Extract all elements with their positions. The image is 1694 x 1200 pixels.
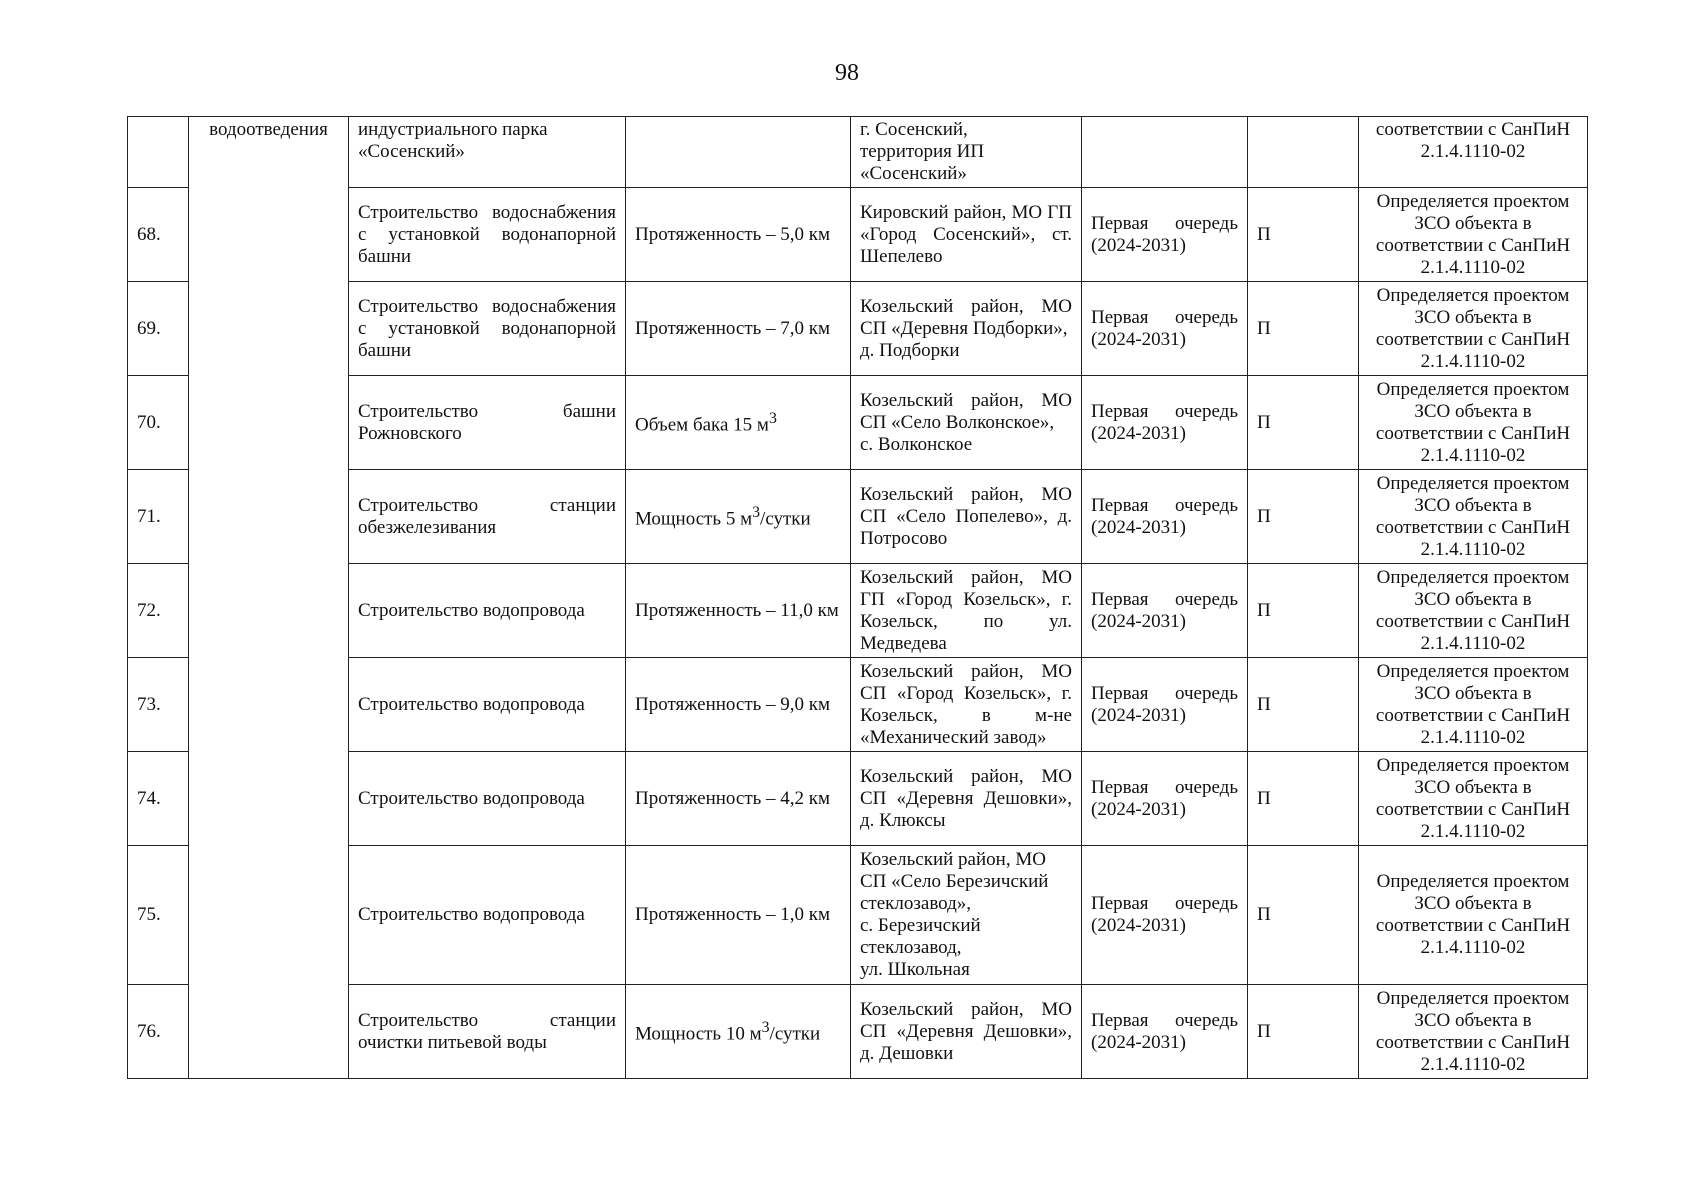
params-superscript: 3 [761,1019,770,1037]
cell-type: П [1248,470,1359,564]
cell-location: Козельский район, МО СП «Село Березичский стеклозавод», с. Березичский стеклозавод, ул. Школьная [851,846,1082,985]
cell-stage: Первая очередь (2024-2031) [1082,376,1248,470]
cell-name: Строительство водопровода [349,564,626,658]
cell-params [626,470,851,564]
params-tail: /сутки [760,508,811,530]
cell-params: Протяженность – 5,0 км [626,188,851,282]
cell-params: Протяженность – 4,2 км [626,752,851,846]
cell-location: Козельский район, МО СП «Село Попелево», д. Потросово [851,470,1082,564]
cell-params [626,376,851,470]
cell-num: 71. [128,470,189,564]
cell-location: Кировский район, МО ГП «Город Сосенский», ст. Шепелево [851,188,1082,282]
cell-category: водоотведения [189,117,349,1079]
cell-type: П [1248,282,1359,376]
params-superscript: 3 [768,410,777,428]
cell-num: 72. [128,564,189,658]
cell-params [626,985,851,1079]
table-row-continued [128,117,1588,188]
cell-note: соответствии с СанПиН 2.1.4.1110-02 [1359,117,1588,188]
cell-name: Строительство водопровода [349,846,626,985]
cell-stage: Первая очередь (2024-2031) [1082,658,1248,752]
cell-note: Определяется проектом ЗСО объекта в соответствии с СанПиН 2.1.4.1110-02 [1359,846,1588,985]
params-text: Объем бака 15 м [635,414,769,436]
cell-name: индустриального парка «Сосенский» [349,117,626,188]
cell-name: Строительство водопровода [349,658,626,752]
cell-name: Строительство станции обезжелезивания [349,470,626,564]
cell-stage: Первая очередь (2024-2031) [1082,752,1248,846]
projects-table [127,116,1588,1079]
cell-note: Определяется проектом ЗСО объекта в соответствии с СанПиН 2.1.4.1110-02 [1359,658,1588,752]
cell-type: П [1248,188,1359,282]
cell-params: Протяженность – 11,0 км [626,564,851,658]
cell-num: 74. [128,752,189,846]
cell-params: Протяженность – 1,0 км [626,846,851,985]
cell-location: г. Сосенский, территория ИП «Сосенский» [851,117,1082,188]
cell-num: 73. [128,658,189,752]
cell-location: Козельский район, МО СП «Город Козельск», г. Козельск, в м-не «Механический завод» [851,658,1082,752]
cell-stage [1082,117,1248,188]
cell-note: Определяется проектом ЗСО объекта в соответствии с СанПиН 2.1.4.1110-02 [1359,470,1588,564]
cell-type: П [1248,564,1359,658]
cell-params: Протяженность – 9,0 км [626,658,851,752]
cell-type: П [1248,376,1359,470]
cell-type: П [1248,658,1359,752]
cell-note: Определяется проектом ЗСО объекта в соответствии с СанПиН 2.1.4.1110-02 [1359,188,1588,282]
cell-stage: Первая очередь (2024-2031) [1082,470,1248,564]
cell-name: Строительство водоснабжения с установкой водонапорной башни [349,282,626,376]
cell-num: 75. [128,846,189,985]
cell-name: Строительство станции очистки питьевой воды [349,985,626,1079]
cell-name: Строительство водопровода [349,752,626,846]
cell-type: П [1248,985,1359,1079]
params-superscript: 3 [752,504,761,522]
cell-stage: Первая очередь (2024-2031) [1082,564,1248,658]
cell-note: Определяется проектом ЗСО объекта в соответствии с СанПиН 2.1.4.1110-02 [1359,564,1588,658]
cell-type: П [1248,846,1359,985]
cell-name: Строительство водоснабжения с установкой водонапорной башни [349,188,626,282]
cell-stage: Первая очередь (2024-2031) [1082,846,1248,985]
cell-note: Определяется проектом ЗСО объекта в соответствии с СанПиН 2.1.4.1110-02 [1359,376,1588,470]
page-number: 98 [835,60,859,86]
cell-stage: Первая очередь (2024-2031) [1082,188,1248,282]
params-tail: /сутки [769,1023,821,1045]
cell-location: Козельский район, МО СП «Село Волконское», с. Волконское [851,376,1082,470]
cell-num: 69. [128,282,189,376]
cell-num: 76. [128,985,189,1079]
cell-name: Строительство башни Рожновского [349,376,626,470]
cell-location: Козельский район, МО СП «Деревня Дешовки», д. Дешовки [851,985,1082,1079]
cell-params [626,117,851,188]
cell-num: 68. [128,188,189,282]
params-text: Мощность 5 м [635,508,753,530]
cell-type [1248,117,1359,188]
cell-location: Козельский район, МО СП «Деревня Подборки», д. Подборки [851,282,1082,376]
cell-params: Протяженность – 7,0 км [626,282,851,376]
cell-location: Козельский район, МО СП «Деревня Дешовки», д. Клюксы [851,752,1082,846]
cell-stage: Первая очередь (2024-2031) [1082,282,1248,376]
cell-num [128,117,189,188]
cell-note: Определяется проектом ЗСО объекта в соответствии с СанПиН 2.1.4.1110-02 [1359,282,1588,376]
cell-location: Козельский район, МО ГП «Город Козельск», г. Козельск, по ул. Медведева [851,564,1082,658]
cell-note: Определяется проектом ЗСО объекта в соответствии с СанПиН 2.1.4.1110-02 [1359,752,1588,846]
cell-type: П [1248,752,1359,846]
params-text: Мощность 10 м [635,1023,762,1045]
cell-num: 70. [128,376,189,470]
cell-note: Определяется проектом ЗСО объекта в соответствии с СанПиН 2.1.4.1110-02 [1359,985,1588,1079]
cell-stage: Первая очередь (2024-2031) [1082,985,1248,1079]
